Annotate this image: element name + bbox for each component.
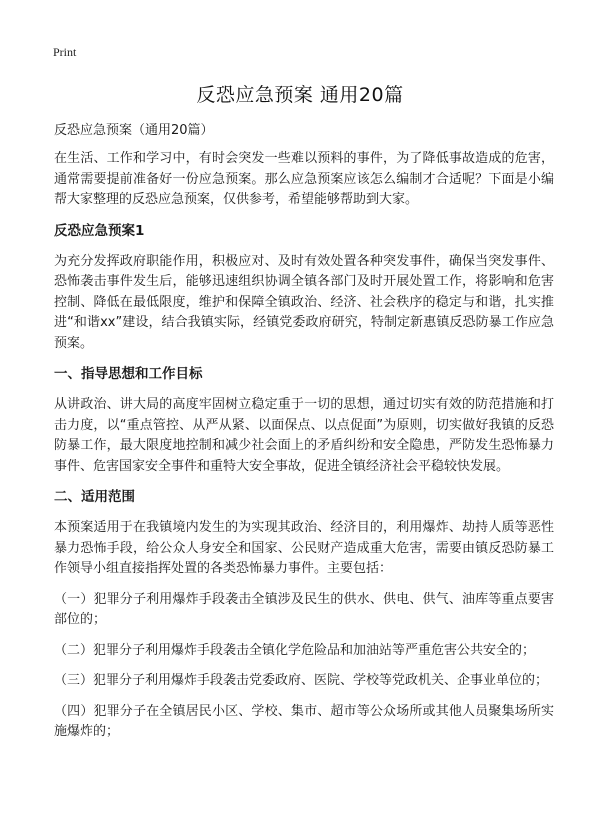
list-item: （二）犯罪分子利用爆炸手段袭击全镇化学危险品和加油站等严重危害公共安全的； bbox=[54, 642, 536, 658]
scope-heading: 二、适用范围 bbox=[54, 489, 135, 505]
scope-paragraph: 本预案适用于在我镇境内发生的为实现其政治、经济目的，利用爆炸、劫持人质等恶性暴力恐怖手段，给公众人身安全和国家、公民财产造成重大危害，需要由镇反恐防暴工作领导小组直接指挥处置的各类恐怖暴力事件。主要包括： bbox=[54, 520, 554, 576]
page-title: 反恐应急预案 通用20篇 bbox=[196, 84, 404, 106]
document-subtitle: 反恐应急预案（通用20篇） bbox=[54, 123, 214, 138]
section1-heading: 反恐应急预案1 bbox=[54, 222, 145, 239]
intro-paragraph: 在生活、工作和学习中，有时会突发一些难以预料的事件，为了降低事故造成的危害，通常需要提前准备好一份应急预案。那么应急预案应该怎么编制才合适呢？下面是小编帮大家整理的反恐应急预案，仅供参考，希望能够帮助到大家。 bbox=[54, 151, 554, 207]
guiding-paragraph: 从讲政治、讲大局的高度牢固树立稳定重于一切的思想，通过切实有效的防范措施和打击力度，以“重点管控、从严从紧、以面保点、以点促面”为原则，切实做好我镇的反恐防暴工作，最大限度地控制和减少社会面上的矛盾纠纷和安全隐患，严防发生恐怖暴力事件、危害国家安全事件和重特大安全事故，促进全镇经济社会平稳较快发展。 bbox=[54, 397, 554, 474]
section1-paragraph: 为充分发挥政府职能作用，积极应对、及时有效处置各种突发事件，确保当突发事件、恐怖袭击事件发生后，能够迅速组织协调全镇各部门及时开展处置工作，将影响和危害控制、降低在最低限度，维护和保障全镇政治、经济、社会秩序的稳定与和谐，扎实推进“和谐xx”建设，结合我镇实际，经镇党委政府研究，特制定新惠镇反恐防暴工作应急预案。 bbox=[54, 253, 554, 351]
guiding-heading: 一、指导思想和工作目标 bbox=[54, 366, 203, 382]
print-link[interactable]: Print bbox=[53, 45, 77, 59]
list-item: （一）犯罪分子利用爆炸手段袭击全镇涉及民生的供水、供电、供气、油库等重点要害部位的； bbox=[54, 591, 554, 627]
list-item: （四）犯罪分子在全镇居民小区、学校、集市、超市等公众场所或其他人员聚集场所实施爆炸的； bbox=[54, 703, 554, 739]
document-body bbox=[54, 122, 554, 753]
list-item: （三）犯罪分子利用爆炸手段袭击党委政府、医院、学校等党政机关、企事业单位的； bbox=[54, 673, 549, 688]
